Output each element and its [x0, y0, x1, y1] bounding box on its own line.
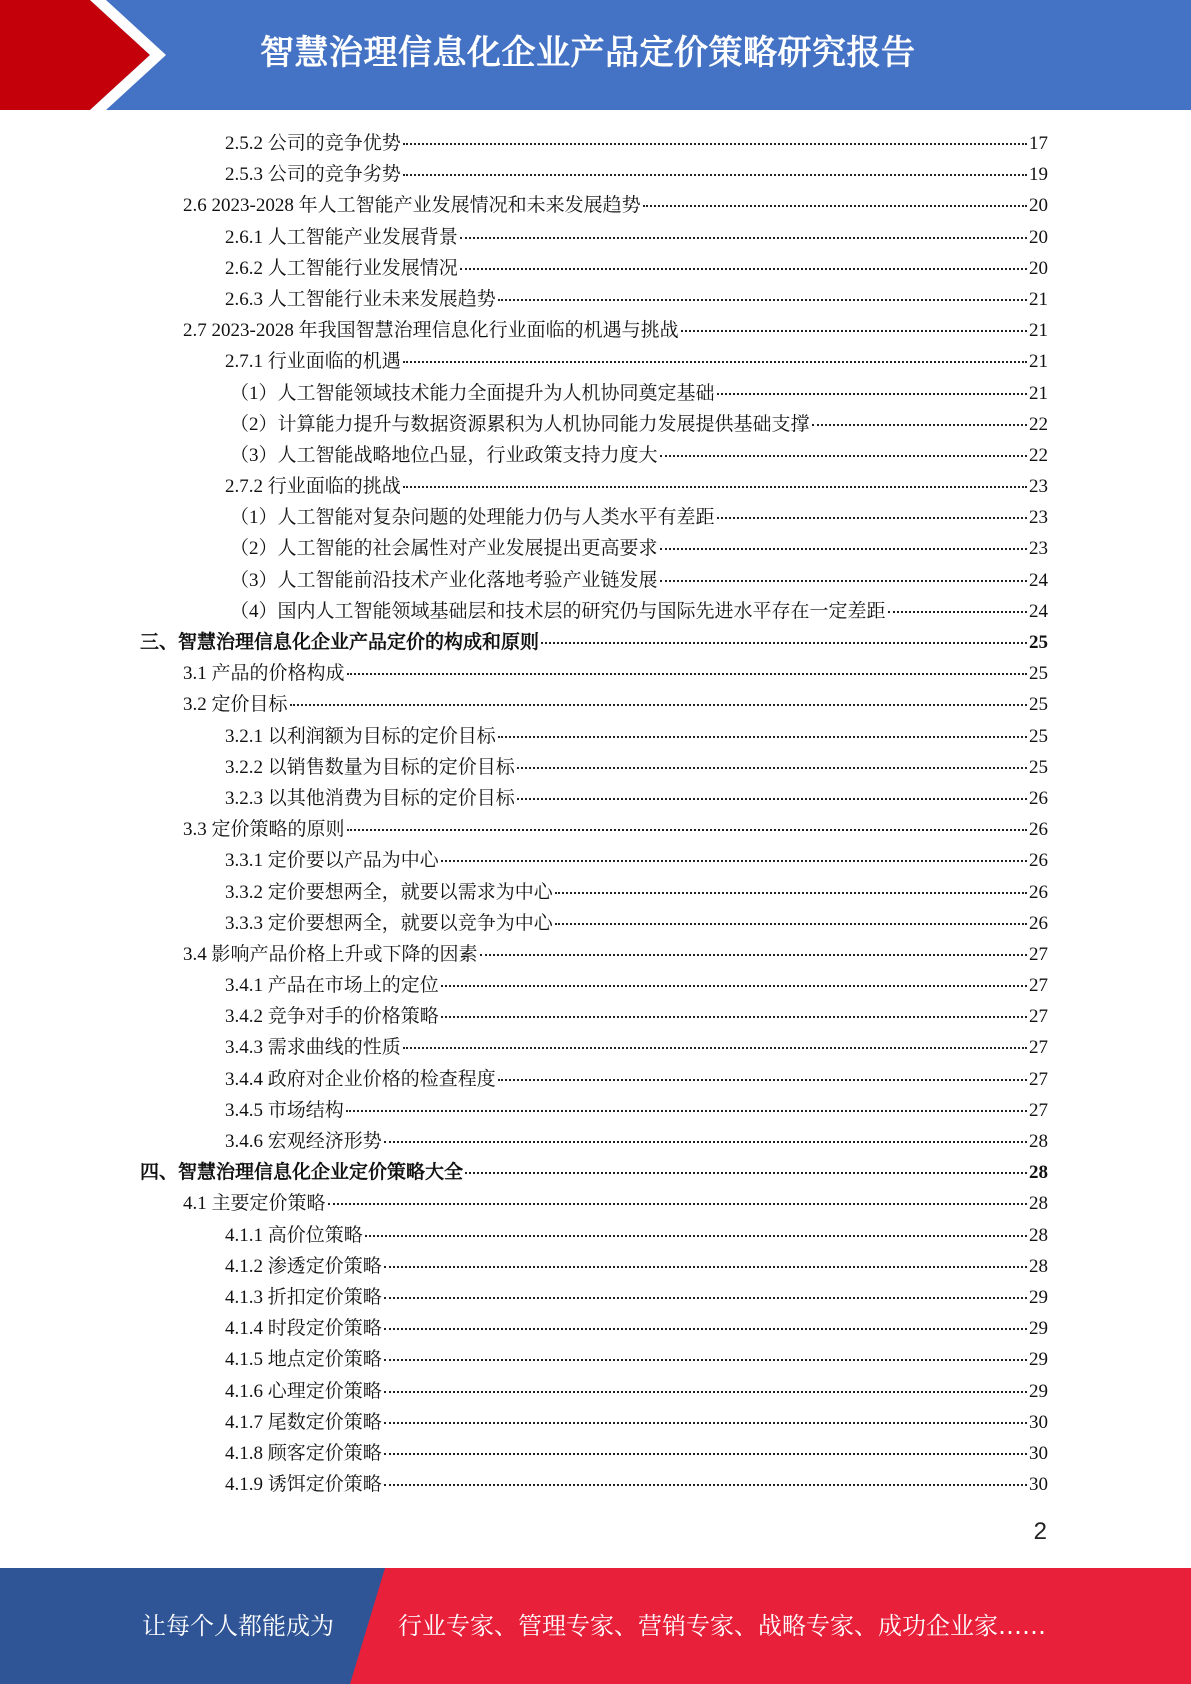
toc-entry-page: 23	[1029, 507, 1048, 529]
toc-entry[interactable]	[140, 253, 1048, 284]
toc-entry-page: 21	[1029, 288, 1048, 310]
toc-entry[interactable]	[140, 128, 1048, 159]
toc-entry-page: 22	[1029, 413, 1048, 435]
toc-dot-leader	[441, 859, 1027, 862]
toc-entry-page: 22	[1029, 444, 1048, 466]
toc-dot-leader	[441, 1015, 1027, 1018]
toc-entry-page: 24	[1029, 600, 1048, 622]
toc-entry-title: 4.1.7 尾数定价策略	[225, 1411, 382, 1433]
toc-entry-title: 4.1.5 地点定价策略	[225, 1349, 382, 1371]
toc-entry-page: 28	[1029, 1255, 1048, 1277]
toc-entry-page: 27	[1029, 975, 1048, 997]
toc-dot-leader	[403, 142, 1027, 145]
toc-entry-page: 23	[1029, 476, 1048, 498]
toc-entry-page: 30	[1029, 1474, 1048, 1496]
toc-entry-title: 3.2.3 以其他消费为目标的定价目标	[225, 787, 515, 809]
toc-dot-leader	[403, 360, 1027, 363]
toc-entry-title: 2.5.3 公司的竞争劣势	[225, 164, 401, 186]
toc-entry[interactable]	[140, 1282, 1048, 1313]
toc-dot-leader	[441, 984, 1027, 987]
toc-entry-title: 4.1.6 心理定价策略	[225, 1380, 382, 1402]
toc-entry-title: 3.3.1 定价要以产品为中心	[225, 850, 439, 872]
toc-entry-page: 21	[1029, 351, 1048, 373]
toc-entry-page: 27	[1029, 1068, 1048, 1090]
toc-entry[interactable]	[140, 378, 1048, 409]
toc-entry[interactable]	[140, 1157, 1048, 1188]
toc-entry-title: 4.1 主要定价策略	[183, 1193, 326, 1215]
toc-entry[interactable]	[140, 1095, 1048, 1126]
toc-entry[interactable]	[140, 1064, 1048, 1095]
toc-entry[interactable]	[140, 222, 1048, 253]
toc-dot-leader	[403, 173, 1027, 176]
toc-entry-title: 4.1.4 时段定价策略	[225, 1318, 382, 1340]
toc-dot-leader	[403, 1046, 1027, 1049]
toc-entry-title: 2.6.3 人工智能行业未来发展趋势	[225, 288, 496, 310]
toc-dot-leader	[460, 236, 1027, 239]
toc-dot-leader	[384, 1265, 1027, 1268]
toc-entry-page: 25	[1029, 694, 1048, 716]
toc-dot-leader	[384, 1390, 1027, 1393]
toc-entry[interactable]	[140, 1001, 1048, 1032]
toc-entry[interactable]	[140, 627, 1048, 658]
toc-dot-leader	[384, 1327, 1027, 1330]
toc-entry-page: 24	[1029, 569, 1048, 591]
toc-entry-page: 28	[1029, 1162, 1048, 1184]
toc-dot-leader	[660, 454, 1027, 457]
toc-entry[interactable]	[140, 970, 1048, 1001]
toc-dot-leader	[328, 1202, 1027, 1205]
toc-dot-leader	[347, 828, 1027, 831]
toc-entry[interactable]	[140, 939, 1048, 970]
toc-dot-leader	[460, 267, 1027, 270]
toc-entry-title: 4.1.9 诱饵定价策略	[225, 1474, 382, 1496]
toc-dot-leader	[384, 1452, 1027, 1455]
toc-dot-leader	[681, 329, 1027, 332]
toc-entry-title: 三、智慧治理信息化企业产品定价的构成和原则	[140, 632, 540, 653]
toc-entry-title: 2.7.1 行业面临的机遇	[225, 351, 401, 373]
toc-entry-title: （3）人工智能战略地位凸显，行业政策支持力度大	[230, 444, 658, 466]
page-header	[0, 0, 1191, 110]
toc-entry-title: 3.4.4 政府对企业价格的检查程度	[225, 1068, 496, 1090]
toc-entry[interactable]	[140, 752, 1048, 783]
toc-dot-leader	[498, 298, 1027, 301]
toc-entry-page: 30	[1029, 1442, 1048, 1464]
toc-dot-leader	[384, 1483, 1027, 1486]
toc-dot-leader	[365, 1234, 1027, 1237]
table-of-contents	[140, 128, 1048, 1500]
toc-entry[interactable]	[140, 502, 1048, 533]
toc-entry-page: 28	[1029, 1193, 1048, 1215]
toc-entry[interactable]	[140, 908, 1048, 939]
toc-entry-page: 25	[1029, 632, 1048, 653]
toc-entry-title: （1）人工智能对复杂问题的处理能力仍与人类水平有差距	[230, 507, 715, 529]
toc-dot-leader	[384, 1358, 1027, 1361]
toc-entry[interactable]	[140, 1220, 1048, 1251]
toc-entry-title: 3.3.2 定价要想两全，就要以需求为中心	[225, 881, 553, 903]
toc-dot-leader	[660, 547, 1027, 550]
toc-entry[interactable]	[140, 471, 1048, 502]
toc-entry[interactable]	[140, 1376, 1048, 1407]
toc-entry-title: 2.6.2 人工智能行业发展情况	[225, 257, 458, 279]
page-footer	[0, 1568, 1191, 1684]
toc-entry-page: 26	[1029, 787, 1048, 809]
toc-dot-leader	[290, 703, 1027, 706]
toc-entry[interactable]	[140, 440, 1048, 471]
toc-entry-page: 29	[1029, 1318, 1048, 1340]
toc-entry-title: （2）计算能力提升与数据资源累积为人机协同能力发展提供基础支撑	[230, 413, 810, 435]
toc-entry-title: 4.1.3 折扣定价策略	[225, 1286, 382, 1308]
toc-entry[interactable]	[140, 346, 1048, 377]
toc-entry-title: （3）人工智能前沿技术产业化落地考验产业链发展	[230, 569, 658, 591]
toc-entry-page: 21	[1029, 382, 1048, 404]
toc-dot-leader	[643, 204, 1027, 207]
toc-entry-page: 26	[1029, 881, 1048, 903]
toc-dot-leader	[465, 1171, 1027, 1174]
toc-dot-leader	[660, 579, 1027, 582]
toc-entry[interactable]	[140, 721, 1048, 752]
toc-entry-page: 29	[1029, 1349, 1048, 1371]
toc-entry[interactable]	[140, 783, 1048, 814]
toc-dot-leader	[517, 797, 1027, 800]
toc-entry-page: 17	[1029, 133, 1048, 154]
toc-entry[interactable]	[140, 1126, 1048, 1157]
toc-dot-leader	[384, 1421, 1027, 1424]
toc-entry-title: 2.7.2 行业面临的挑战	[225, 476, 401, 498]
toc-entry-page: 30	[1029, 1411, 1048, 1433]
toc-dot-leader	[812, 423, 1027, 426]
toc-entry-page: 20	[1029, 226, 1048, 248]
toc-entry-page: 26	[1029, 912, 1048, 934]
toc-entry-title: 3.4 影响产品价格上升或下降的因素	[183, 943, 478, 965]
toc-entry-title: 2.6.1 人工智能产业发展背景	[225, 226, 458, 248]
toc-entry-title: 3.2.2 以销售数量为目标的定价目标	[225, 756, 515, 778]
toc-entry-page: 29	[1029, 1286, 1048, 1308]
toc-entry[interactable]	[140, 658, 1048, 689]
toc-entry-page: 27	[1029, 1099, 1048, 1121]
toc-entry[interactable]	[140, 689, 1048, 720]
toc-entry-title: 3.4.5 市场结构	[225, 1099, 344, 1121]
toc-entry-title: （4）国内人工智能领域基础层和技术层的研究仍与国际先进水平存在一定差距	[230, 600, 886, 622]
toc-entry-page: 26	[1029, 819, 1048, 841]
toc-entry-page: 25	[1029, 663, 1048, 685]
toc-dot-leader	[346, 1109, 1027, 1112]
toc-entry[interactable]	[140, 596, 1048, 627]
toc-entry[interactable]	[140, 1438, 1048, 1469]
toc-entry-title: 4.1.1 高价位策略	[225, 1224, 363, 1246]
toc-entry-title: 3.4.6 宏观经济形势	[225, 1131, 382, 1152]
toc-entry[interactable]	[140, 565, 1048, 596]
toc-entry-page: 19	[1029, 164, 1048, 186]
toc-entry[interactable]	[140, 533, 1048, 564]
footer-slogan-right: 行业专家、管理专家、营销专家、战略专家、成功企业家……	[398, 1612, 1046, 1640]
toc-entry-title: 3.2 定价目标	[183, 694, 288, 716]
toc-entry-title: 3.4.1 产品在市场上的定位	[225, 975, 439, 997]
toc-entry[interactable]	[140, 845, 1048, 876]
toc-dot-leader	[498, 735, 1027, 738]
toc-dot-leader	[717, 516, 1027, 519]
toc-entry[interactable]	[140, 1188, 1048, 1219]
toc-dot-leader	[555, 891, 1027, 894]
toc-entry-page: 27	[1029, 1006, 1048, 1028]
toc-entry[interactable]	[140, 814, 1048, 845]
toc-dot-leader	[555, 922, 1027, 925]
toc-entry-title: 4.1.8 顾客定价策略	[225, 1442, 382, 1464]
toc-dot-leader	[347, 672, 1027, 675]
toc-dot-leader	[384, 1140, 1027, 1143]
toc-entry-title: 3.1 产品的价格构成	[183, 663, 345, 685]
toc-entry[interactable]	[140, 1032, 1048, 1063]
toc-dot-leader	[888, 610, 1027, 613]
footer-slogan-left: 让每个人都能成为	[142, 1612, 334, 1640]
page-number: 2	[1033, 1518, 1047, 1545]
toc-entry[interactable]	[140, 284, 1048, 315]
toc-entry-page: 28	[1029, 1224, 1048, 1246]
toc-entry-title: 3.4.3 需求曲线的性质	[225, 1037, 401, 1059]
toc-entry[interactable]	[140, 315, 1048, 346]
toc-entry[interactable]	[140, 1251, 1048, 1282]
toc-entry-page: 27	[1029, 943, 1048, 965]
toc-entry-title: 3.2.1 以利润额为目标的定价目标	[225, 725, 496, 747]
toc-entry-title: 四、智慧治理信息化企业定价策略大全	[140, 1162, 464, 1184]
toc-entry-title: （2）人工智能的社会属性对产业发展提出更高要求	[230, 538, 658, 560]
toc-entry-page: 27	[1029, 1037, 1048, 1059]
toc-entry-page: 26	[1029, 850, 1048, 872]
toc-entry-page: 21	[1029, 320, 1048, 342]
toc-entry[interactable]	[140, 190, 1048, 221]
toc-dot-leader	[480, 953, 1027, 956]
toc-entry-title: 2.6 2023-2028 年人工智能产业发展情况和未来发展趋势	[183, 195, 641, 217]
toc-dot-leader	[403, 485, 1027, 488]
toc-entry-page: 28	[1029, 1131, 1048, 1152]
toc-dot-leader	[717, 392, 1027, 395]
toc-entry-title: 2.5.2 公司的竞争优势	[225, 133, 401, 154]
toc-entry-title: 3.3.3 定价要想两全，就要以竞争为中心	[225, 912, 553, 934]
toc-entry-page: 23	[1029, 538, 1048, 560]
toc-dot-leader	[384, 1296, 1027, 1299]
toc-entry[interactable]	[140, 1313, 1048, 1344]
toc-entry[interactable]	[140, 409, 1048, 440]
toc-dot-leader	[498, 1078, 1027, 1081]
toc-entry[interactable]	[140, 159, 1048, 190]
toc-entry-title: 2.7 2023-2028 年我国智慧治理信息化行业面临的机遇与挑战	[183, 320, 679, 342]
toc-entry-page: 20	[1029, 195, 1048, 217]
toc-entry-title: 3.3 定价策略的原则	[183, 819, 345, 841]
toc-entry-page: 25	[1029, 725, 1048, 747]
toc-entry[interactable]	[140, 1407, 1048, 1438]
toc-entry-title: 3.4.2 竞争对手的价格策略	[225, 1006, 439, 1028]
document-title: 智慧治理信息化企业产品定价策略研究报告	[260, 33, 916, 73]
toc-entry[interactable]	[140, 1344, 1048, 1375]
toc-entry-title: （1）人工智能领域技术能力全面提升为人机协同奠定基础	[230, 382, 715, 404]
toc-dot-leader	[541, 641, 1027, 644]
toc-entry[interactable]	[140, 1469, 1048, 1500]
toc-entry-page: 20	[1029, 257, 1048, 279]
toc-entry-page: 29	[1029, 1380, 1048, 1402]
toc-entry-page: 25	[1029, 756, 1048, 778]
toc-entry[interactable]	[140, 877, 1048, 908]
toc-entry-title: 4.1.2 渗透定价策略	[225, 1255, 382, 1277]
toc-dot-leader	[517, 766, 1027, 769]
